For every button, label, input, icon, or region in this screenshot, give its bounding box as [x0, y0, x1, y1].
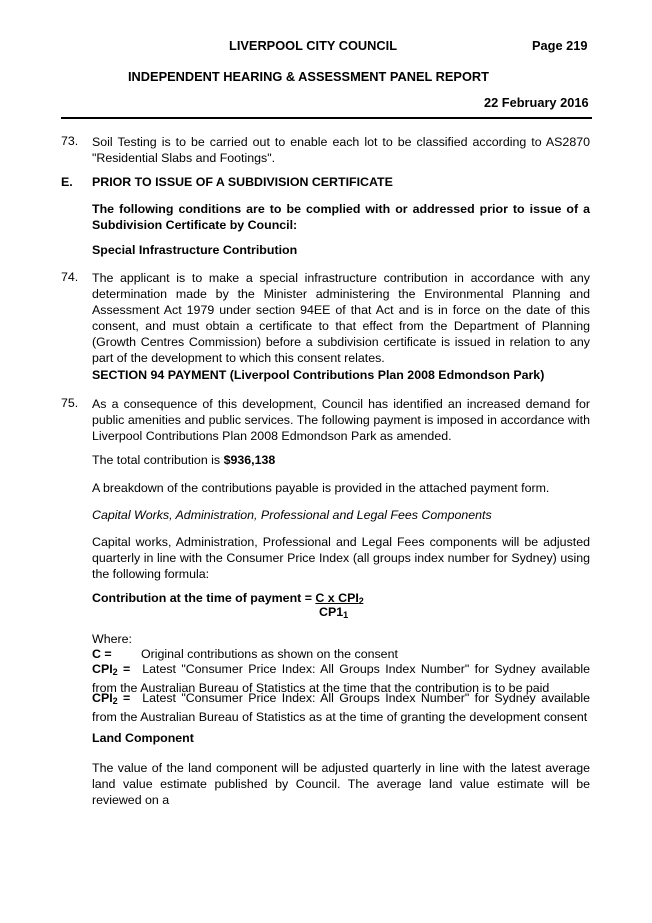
council-name: LIVERPOOL CITY COUNCIL	[229, 38, 398, 53]
page-number: Page 219	[532, 38, 588, 53]
condition-73-number: 73.	[61, 134, 79, 148]
condition-75-number: 75.	[61, 396, 79, 410]
breakdown-text: A breakdown of the contributions payable is provided in the attached payment form.	[92, 481, 550, 495]
def-cpi2-current-paragraph: $CPI_2$ = Latest "Consumer Price Index: All Groups Index Number" for Sydney available from the Australian Bureau of Statistics at the time that the contribution is to be paid	[92, 662, 590, 695]
header-rule	[61, 117, 592, 119]
formula-label: Contribution at the time of payment =	[92, 591, 316, 605]
condition-74-paragraph: The applicant is to make a special infrastructure contribution in accordance with any determination made by the Minister administering the Environmental Planning and Assessment Act 1979 under section 94EE of that Act and is in force on the date of this consent, and must obtain a certificate to that effect from the Department of Planning (Growth Centres Commission) before a subdivision certificate is issued in relation to any part of the development to which this consent relates.	[92, 271, 590, 365]
where-label: Where:	[92, 632, 132, 646]
report-title: INDEPENDENT HEARING & ASSESSMENT PANEL REPORT	[128, 69, 489, 84]
def-c-term: C =	[92, 647, 112, 661]
formula-numerator: C x $CPI_2$	[315, 591, 364, 606]
condition-73-text	[92, 134, 590, 166]
total-prefix: The total contribution is	[92, 453, 224, 467]
components-paragraph: Capital works, Administration, Professional and Legal Fees components will be adjusted quarterly in line with the Consumer Price Index (all groups index number for Sydney) using the following formula:	[92, 535, 590, 581]
section-e-intro	[92, 201, 590, 233]
total-contribution	[92, 453, 590, 467]
components-text	[92, 534, 590, 582]
formula-denominator: $CP1_1$	[319, 605, 349, 620]
total-amount: $936,138	[223, 453, 276, 467]
section-e-letter: E.	[61, 175, 73, 189]
formula	[92, 591, 364, 606]
land-text	[92, 760, 590, 808]
condition-75-text	[92, 396, 590, 444]
condition-74-text	[92, 270, 590, 366]
def-c-text: Original contributions as shown on the consent	[141, 647, 398, 661]
components-heading: Capital Works, Administration, Professional and Legal Fees Components	[92, 508, 492, 522]
section-e-title: PRIOR TO ISSUE OF A SUBDIVISION CERTIFICATE	[92, 175, 393, 189]
def-cpi2-consent-paragraph: $CPI_2$ = Latest "Consumer Price Index: All Groups Index Number" for Sydney available from the Australian Bureau of Statistics as at the time of granting the development consent	[92, 691, 590, 724]
report-date: 22 February 2016	[484, 95, 589, 110]
sic-heading: Special Infrastructure Contribution	[92, 243, 298, 257]
condition-74-number: 74.	[61, 270, 79, 284]
s94-heading: SECTION 94 PAYMENT (Liverpool Contributions Plan 2008 Edmondson Park)	[92, 368, 545, 382]
condition-73-paragraph: Soil Testing is to be carried out to enable each lot to be classified according to AS2870 "Residential Slabs and Footings".	[92, 135, 590, 165]
land-heading: Land Component	[92, 731, 194, 745]
land-paragraph: The value of the land component will be adjusted quarterly in line with the latest average land value estimate published by Council. The average land value estimate will be reviewed on a	[92, 761, 590, 807]
def-cpi2-consent	[92, 690, 590, 725]
condition-75-paragraph: As a consequence of this development, Council has identified an increased demand for public amenities and public services. The following payment is imposed in accordance with Liverpool Contributions Plan 2008 Edmondson Park as amended.	[92, 397, 590, 443]
section-e-intro-paragraph: The following conditions are to be complied with or addressed prior to issue of a Subdivision Certificate by Council:	[92, 202, 590, 232]
